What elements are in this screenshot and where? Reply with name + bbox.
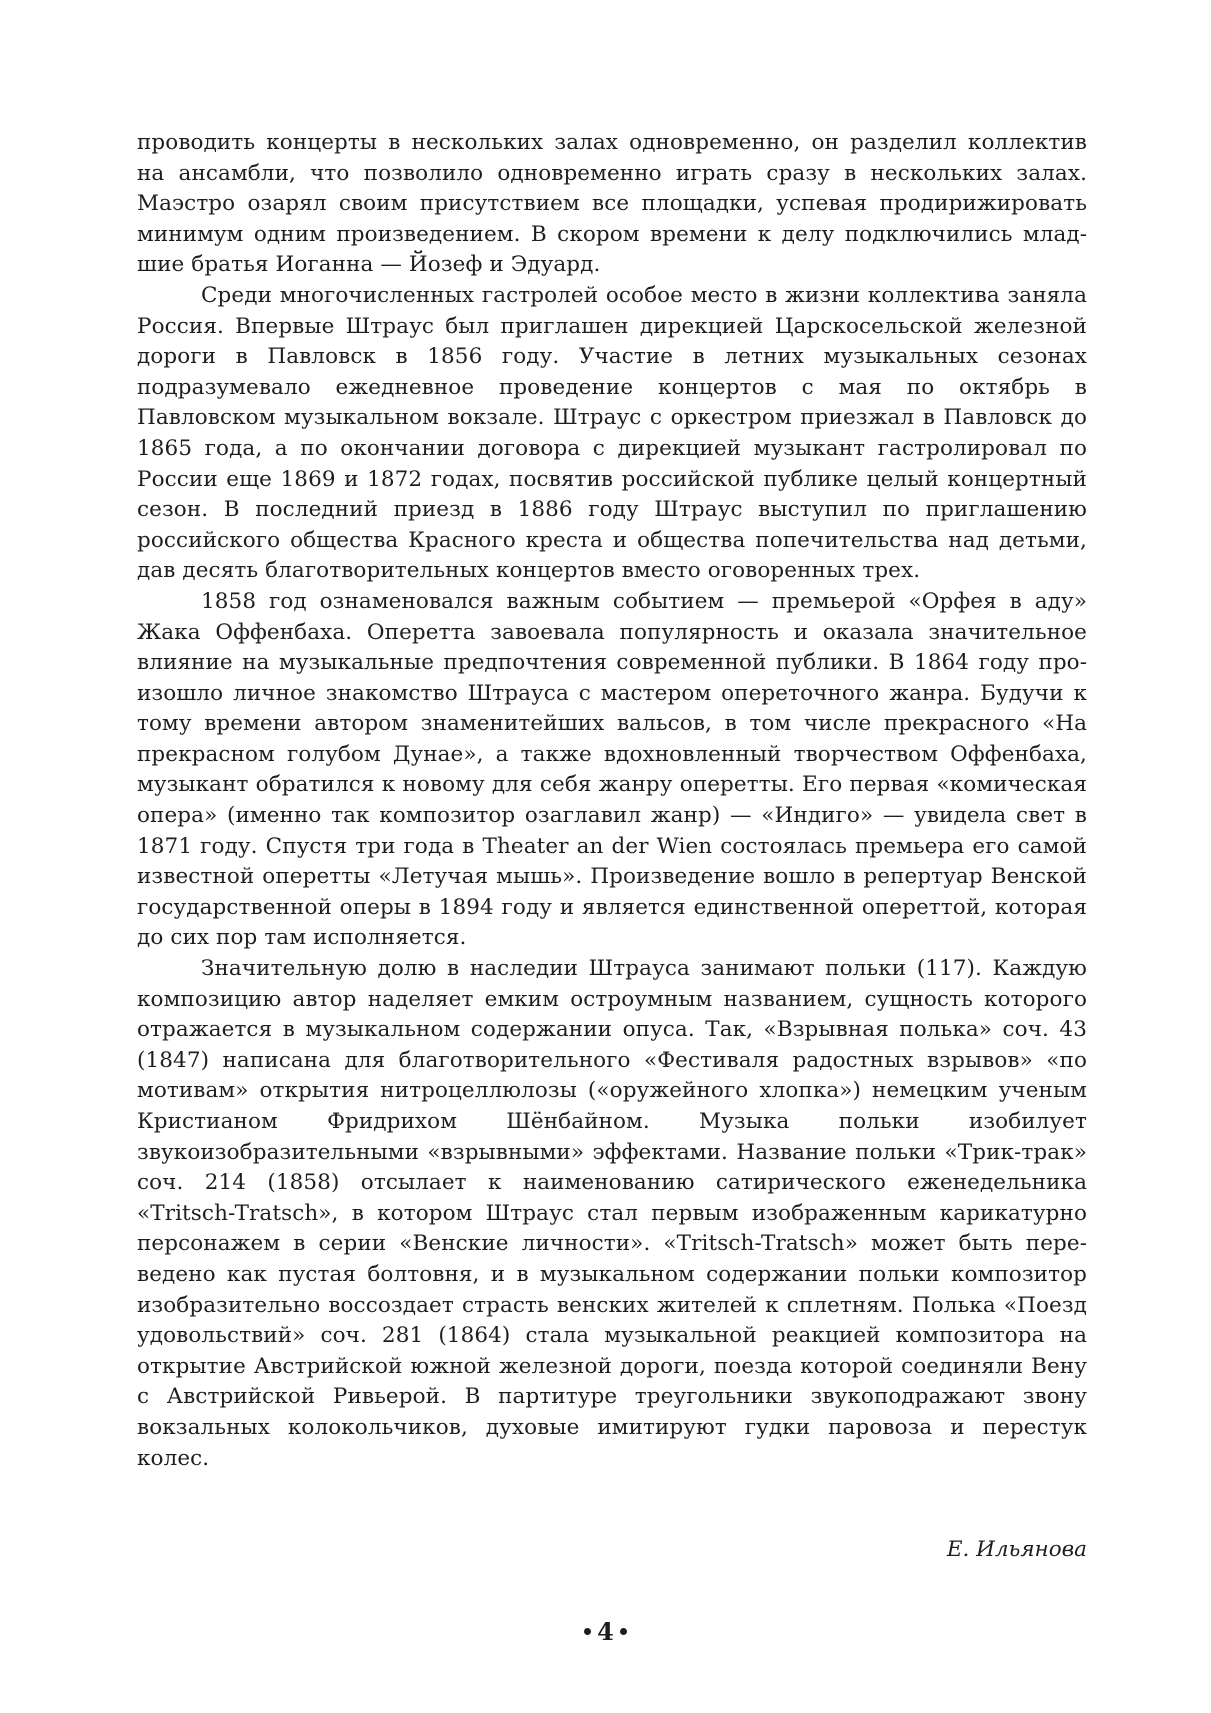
bullet-dot-left	[584, 1628, 591, 1635]
paragraph-polkas: Значительную долю в наследии Штрауса занимают польки (117). Каждую композицию автор наделяет емким остроумным названием, сущность которого отражается в музыкальном содержании опуса. Так, «Взрывная полька» соч. 43 (1847) написана для благотворительного «Фестиваля радостных взрывов» «по мотивам» открытия нитроцеллюлозы («оружейного хлопка») немецким ученым Кристианом Фридрихом Шёнбайном. Музыка польки изобилует звукоизобразительными «взрывными» эффектами. Название польки «Трик-трак» соч. 214 (1858) отсылает к наименованию сатирического еженедельника «Tritsch-Tratsch», в котором Штраус стал первым изображенным карикатурно персонажем в серии «Венские личности». «Tritsch-Tratsch» может быть переведено как пустая болтовня, и в музыкальном содержании польки композитор изобразительно воссоздает страсть венских жителей к сплетням. Полька «Поезд удовольствий» соч. 281 (1864) стала музыкальной реакцией композитора на открытие Австрийской южной железной дороги, поезда которой соединяли Вену с Австрийской Ривьерой. В партитуре треугольники звукоподражают звону вокзальных колокольчиков, духовые имитируют гудки паровоза и перестук колес.	[137, 956, 1087, 1471]
paragraph-continuation: проводить концерты в нескольких залах одновременно, он разделил коллектив на ансамбли, что позволило одновременно играть сразу в нескольких залах. Маэстро озарял своим присутствием все площадки, успевая продирижировать минимум одним произведением. В скором времени к делу подключились младшие братья Иоганна — Йозеф и Эдуард.	[137, 130, 1087, 278]
page-number	[0, 1617, 1211, 1647]
page-number-value: 4	[597, 1617, 614, 1646]
paragraph-russia-tours: Среди многочисленных гастролей особое место в жизни коллектива заняла Россия. Впервые Штраус был приглашен дирекцией Царскосельской железной дороги в Павловск в 1856 году. Участие в летних музыкальных сезонах подразумевало ежедневное проведение концертов с мая по октябрь в Павловском музыкальном вокзале. Штраус с оркестром приезжал в Павловск до 1865 года, а по окончании договора с дирекцией музыкант гастролировал по России еще 1869 и 1872 годах, посвятив российской публике целый концертный сезон. В последний приезд в 1886 году Штраус выступил по приглашению российского общества Красного креста и общества попечительства над детьми, дав десять благотворительных концертов вместо оговоренных трех.	[137, 282, 1087, 584]
article-body	[137, 128, 1087, 1474]
author-signature: Е. Ильянова	[946, 1537, 1087, 1562]
bullet-dot-right	[620, 1628, 627, 1635]
paragraph-operetta: 1858 год ознаменовался важным событием — премьерой «Орфея в аду» Жака Оффенбаха. Оперетта завоевала популярность и оказала значительное влияние на музыкальные предпочтения современной публики. В 1864 году произошло личное знакомство Штрауса с мастером опереточного жанра. Будучи к тому времени автором знаменитейших вальсов, в том числе прекрасного «На прекрасном голубом Дунае», а также вдохновленный творчеством Оффенбаха, музыкант обратился к новому для себя жанру оперетты. Его первая «комическая опера» (именно так композитор озаглавил жанр) — «Индиго» — увидела свет в 1871 году. Спустя три года в Theater an der Wien состоялась премьера его самой известной оперетты «Летучая мышь». Произведение вошло в репертуар Венской государственной оперы в 1894 году и является единственной опереттой, которая до сих пор там исполняется.	[137, 588, 1087, 951]
